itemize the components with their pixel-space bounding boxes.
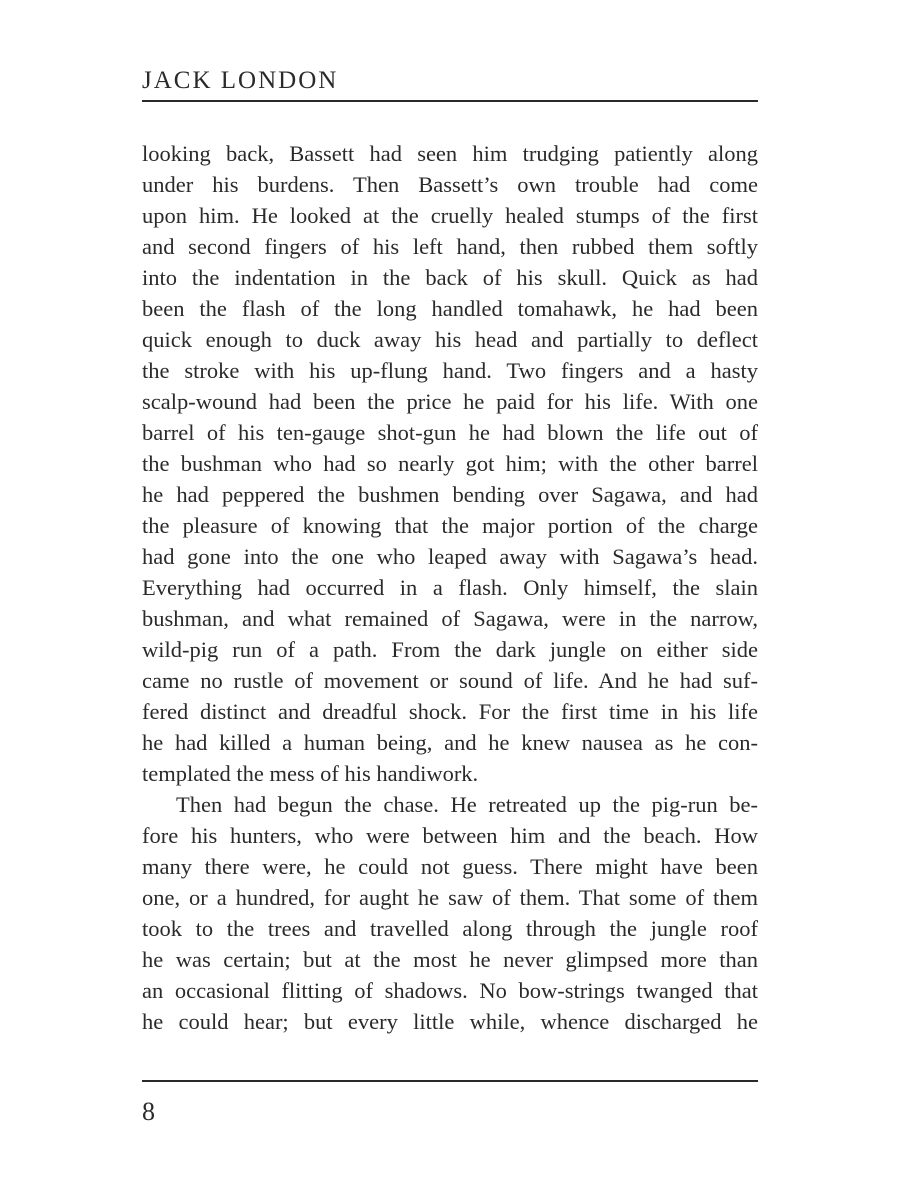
text-line: fore his hunters, who were between him and the beach. How [142,823,758,848]
text-line: Then had begun the chase. He retreated up the pig-run be- [176,792,758,817]
text-line: he could hear; but every little while, whence discharged he [142,1009,758,1034]
text-line: been the flash of the long handled tomahawk, he had been [142,296,758,321]
paragraph-1 [142,138,758,789]
text-line: quick enough to duck away his head and partially to deflect [142,327,758,352]
text-line: barrel of his ten-gauge shot-gun he had blown the life out of [142,420,758,445]
page-number: 8 [142,1097,155,1126]
paragraph-2 [142,789,758,1037]
text-line: the stroke with his up-flung hand. Two fingers and a hasty [142,358,758,383]
text-line: fered distinct and dreadful shock. For the first time in his life [142,699,758,724]
footer-rule [142,1080,758,1082]
body-text [142,138,758,1037]
text-line: took to the trees and travelled along through the jungle roof [142,916,758,941]
running-head-title: JACK LONDON [142,67,339,94]
text-line: wild-pig run of a path. From the dark jungle on either side [142,637,758,662]
text-line: bushman, and what remained of Sagawa, were in the narrow, [142,606,758,631]
text-line: looking back, Bassett had seen him trudging patiently along [142,141,758,166]
header-rule [142,100,758,102]
text-line: many there were, he could not guess. There might have been [142,854,758,879]
text-line: one, or a hundred, for aught he saw of them. That some of them [142,885,758,910]
text-line: scalp-wound had been the price he paid for his life. With one [142,389,758,414]
text-line: he had peppered the bushmen bending over Sagawa, and had [142,482,758,507]
text-line: had gone into the one who leaped away with Sagawa’s head. [142,544,758,569]
text-line: under his burdens. Then Bassett’s own trouble had come [142,172,758,197]
text-line: an occasional flitting of shadows. No bow-strings twanged that [142,978,758,1003]
text-line: the bushman who had so nearly got him; with the other barrel [142,451,758,476]
text-line: he was certain; but at the most he never glimpsed more than [142,947,758,972]
text-line: templated the mess of his handiwork. [142,761,479,786]
text-line: the pleasure of knowing that the major portion of the charge [142,513,758,538]
text-line: he had killed a human being, and he knew nausea as he con- [142,730,758,755]
text-line: came no rustle of movement or sound of life. And he had suf- [142,668,758,693]
text-line: and second fingers of his left hand, then rubbed them softly [142,234,758,259]
text-line: into the indentation in the back of his skull. Quick as had [142,265,758,290]
text-line: upon him. He looked at the cruelly healed stumps of the first [142,203,758,228]
text-line: Everything had occurred in a flash. Only himself, the slain [142,575,758,600]
